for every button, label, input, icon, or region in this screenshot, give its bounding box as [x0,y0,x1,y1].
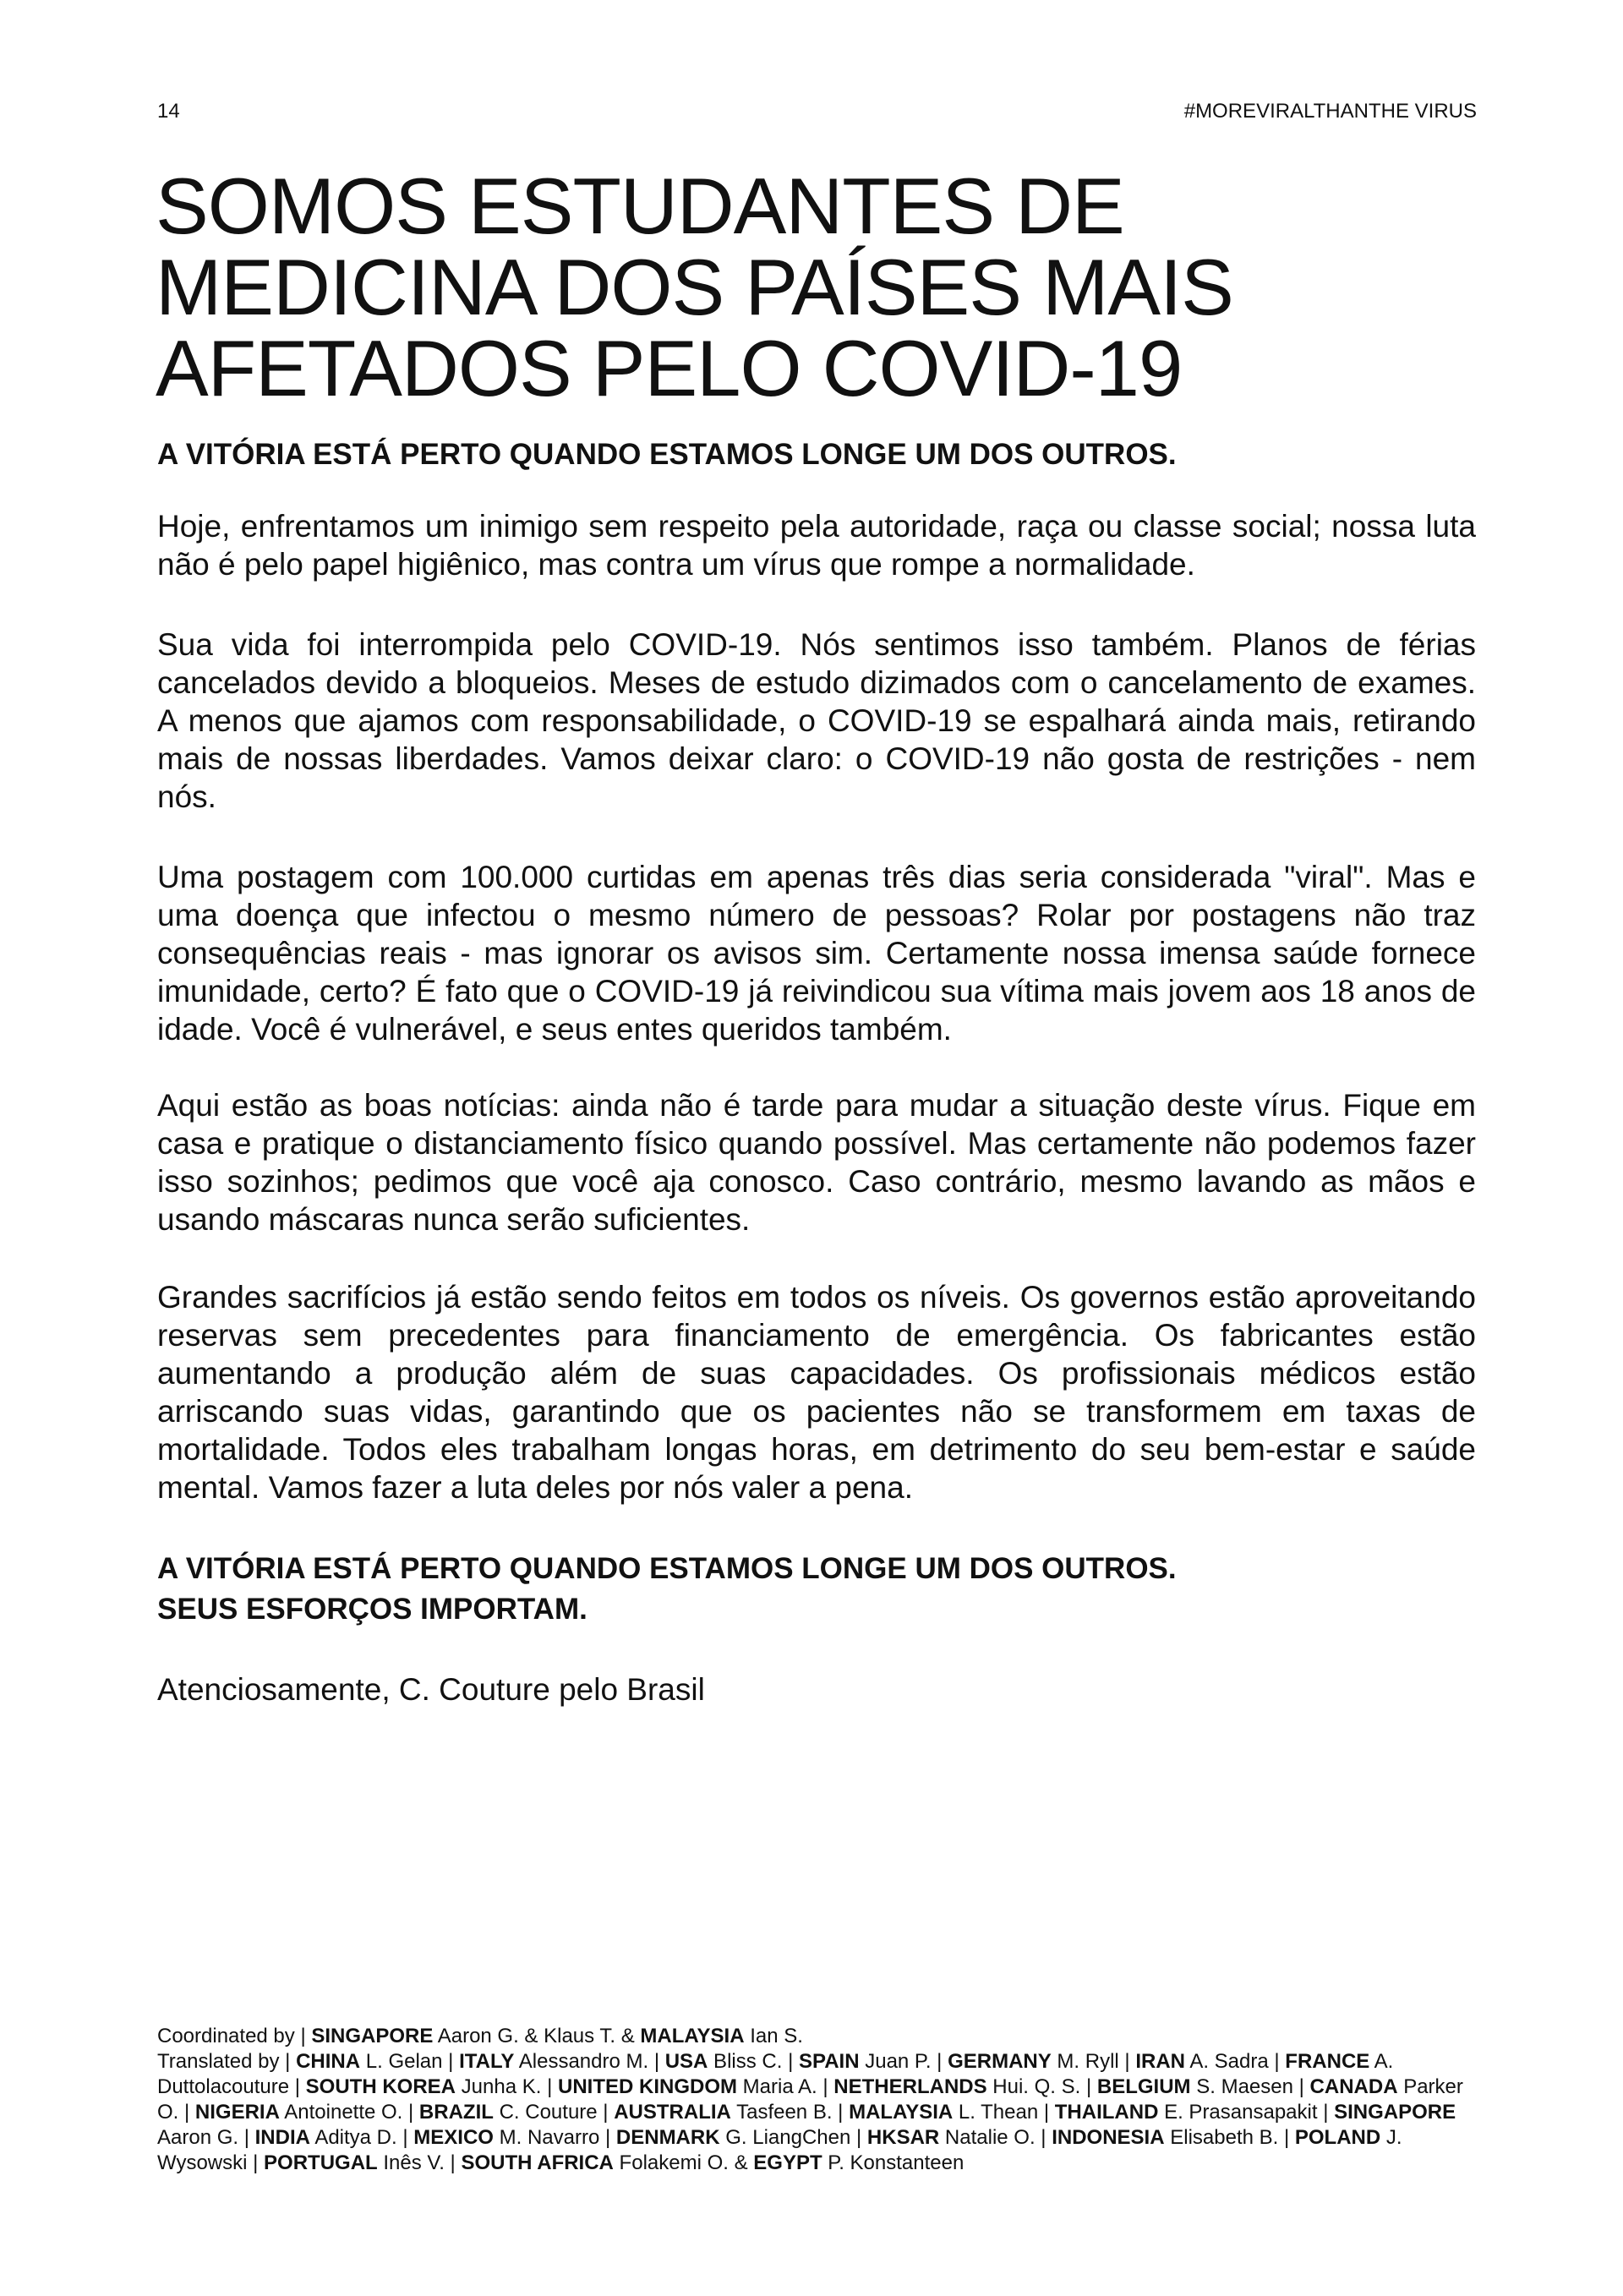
signoff: Atenciosamente, C. Couture pelo Brasil [157,1672,705,1707]
credit-names: L. Gelan | [360,2050,460,2073]
credit-country: CHINA [296,2050,361,2073]
credit-names: S. Maesen | [1190,2075,1310,2098]
title-line-3: AFETADOS PELO COVID-19 [156,324,1183,413]
paragraph-2: Sua vida foi interrompida pelo COVID-19. Nós sentimos isso também. Planos de férias cancelados devido a bloqueios. Meses de estudo dizimados com o cancelamento de exames. A menos que ajamos com responsabilidade, o COVID-19 se espalhará ainda mais, retirando mais de nossas liberdades. Vamos deixar claro: o COVID-19 não gosta de restrições - nem nós. [157,627,1476,814]
credit-names: Natalie O. | [939,2126,1052,2149]
credit-country: NIGERIA [194,2101,280,2124]
page-title [156,161,1474,413]
credit-country: AUSTRALIA [614,2101,731,2124]
credit-country: SINGAPORE [311,2025,434,2047]
credit-country: FRANCE [1285,2050,1370,2073]
closing-statement [157,1549,1177,1630]
credit-country: MEXICO [413,2126,494,2149]
credit-country: GERMANY [948,2050,1052,2073]
credit-names: Juan P. | [859,2050,948,2073]
coordinated-prefix: Coordinated by | [157,2025,312,2047]
header-hashtag: #MOREVIRALTHANTHE VIRUS [1183,100,1477,123]
credit-names: Bliss C. | [708,2050,799,2073]
credit-country: SPAIN [798,2050,860,2073]
credit-country: THAILAND [1054,2101,1159,2124]
credit-country: USA [664,2050,708,2073]
credit-names: A. Sadra | [1184,2050,1286,2073]
credit-country: PORTUGAL [264,2151,378,2174]
credit-names: J. Wysowski | [157,2126,1402,2174]
credit-country: SINGAPORE [1334,2101,1456,2124]
credit-names: M. Ryll | [1051,2050,1136,2073]
credit-country: MALAYSIA [849,2101,954,2124]
translated-by [157,2049,1476,2176]
credit-names: Aditya D. | [309,2126,414,2149]
credit-names: Aaron G. & Klaus T. & [433,2025,641,2047]
subtitle: A VITÓRIA ESTÁ PERTO QUANDO ESTAMOS LONGE UM DOS OUTROS. [157,438,1177,471]
translated-prefix: Translated by | [157,2050,297,2073]
credit-country: BRAZIL [418,2101,494,2124]
credit-country: INDONESIA [1052,2126,1165,2149]
credit-country: INDIA [254,2126,310,2149]
credit-names: P. Konstanteen [822,2151,965,2174]
paragraph-4: Aqui estão as boas notícias: ainda não é tarde para mudar a situação deste vírus. Fique em casa e pratique o distanciamento físico quando possível. Mas certamente não podemos fazer isso sozinhos; pedimos que você aja conosco. Caso contrário, mesmo lavando as mãos e usando máscaras nunca serão suficientes. [157,1088,1476,1237]
paragraph-1: Hoje, enfrentamos um inimigo sem respeito pela autoridade, raça ou classe social; nossa luta não é pelo papel higiênico, mas contra um vírus que rompe a normalidade. [157,509,1476,582]
credits [157,2024,1476,2176]
credit-names: Maria A. | [737,2075,834,2098]
paragraph-3: Uma postagem com 100.000 curtidas em apenas três dias seria considerada "viral". Mas e uma doença que infectou o mesmo número de pessoas? Rolar por postagens não traz consequências reais - mas ignorar os avisos sim. Certamente nossa imensa saúde fornece imunidade, certo? É fato que o COVID-19 já reivindicou sua vítima mais jovem aos 18 anos de idade. Você é vulnerável, e seus entes queridos também. [157,860,1476,1047]
credit-names: Aaron G. | [157,2126,255,2149]
title-line-2: MEDICINA DOS PAÍSES MAIS [156,243,1233,331]
credit-country: DENMARK [615,2126,720,2149]
credit-names: Folakemi O. & [613,2151,754,2174]
credit-names: M. Navarro | [493,2126,616,2149]
credit-names: G. LiangChen | [719,2126,867,2149]
closing-line-1: A VITÓRIA ESTÁ PERTO QUANDO ESTAMOS LONGE UM DOS OUTROS. [157,1552,1177,1585]
credit-country: ITALY [459,2050,515,2073]
credit-names: Elisabeth B. | [1164,2126,1295,2149]
credit-names: Ian S. [744,2025,803,2047]
credit-country: SOUTH AFRICA [461,2151,614,2174]
credit-country: NETHERLANDS [833,2075,987,2098]
credit-names: Tasfeen B. | [730,2101,850,2124]
credit-country: HKSAR [866,2126,940,2149]
credit-country: IRAN [1135,2050,1185,2073]
credit-country: BELGIUM [1096,2075,1191,2098]
credit-country: POLAND [1294,2126,1381,2149]
credit-country: SOUTH KOREA [305,2075,456,2098]
credit-names: Inês V. | [377,2151,462,2174]
credit-country: UNITED KINGDOM [558,2075,737,2098]
paragraph-5: Grandes sacrifícios já estão sendo feitos em todos os níveis. Os governos estão aproveitando reservas sem precedentes para financiamento de emergência. Os fabricantes estão aumentando a produção além de suas capacidades. Os profissionais médicos estão arriscando suas vidas, garantindo que os pacientes não se transformem em taxas de mortalidade. Todos eles trabalham longas horas, em detrimento do seu bem-estar e saúde mental. Vamos fazer a luta deles por nós valer a pena. [157,1280,1476,1505]
credit-names: Antoinette O. | [279,2101,419,2124]
closing-line-2: SEUS ESFORÇOS IMPORTAM. [157,1593,587,1626]
credit-country: MALAYSIA [640,2025,745,2047]
credit-names: C. Couture | [493,2101,615,2124]
coordinated-by [157,2024,1476,2049]
credit-names: Alessandro M. | [514,2050,665,2073]
credit-names: E. Prasansapakit | [1158,2101,1335,2124]
page-number: 14 [157,100,180,123]
credit-names: L. Thean | [953,2101,1055,2124]
credit-names: Junha K. | [456,2075,558,2098]
credit-country: CANADA [1309,2075,1398,2098]
title-line-1: SOMOS ESTUDANTES DE [156,161,1124,250]
credit-names: Hui. Q. S. | [986,2075,1097,2098]
credit-names: Parker O. | [157,2075,1463,2124]
credit-country: EGYPT [753,2151,822,2174]
credit-names: A. Duttolacouture | [157,2050,1394,2098]
